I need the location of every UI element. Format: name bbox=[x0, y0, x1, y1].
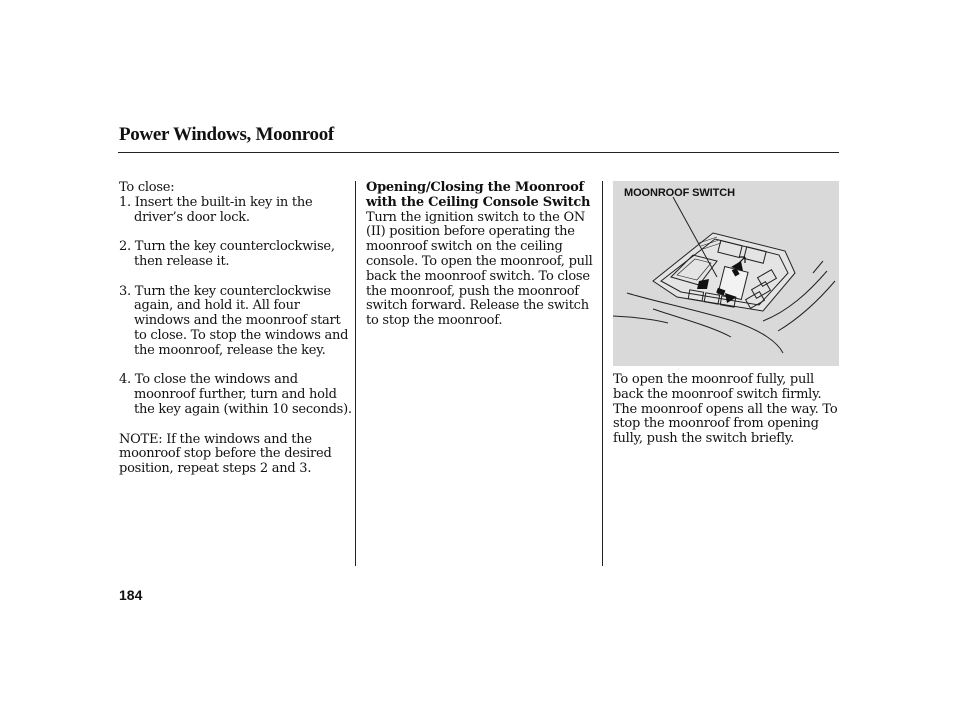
moonroof-switch-figure bbox=[613, 181, 839, 366]
page-title: Power Windows, Moonroof bbox=[119, 124, 334, 145]
title-rule bbox=[118, 152, 839, 153]
step-3: 3. Turn the key counterclockwise again, and hold it. All four windows and the moonroof start to close. To stop the windows and the moonroof, release the key. bbox=[119, 283, 349, 358]
ceiling-console-illustration bbox=[613, 181, 839, 366]
page-number: 184 bbox=[119, 587, 143, 603]
column-divider-2 bbox=[602, 181, 603, 566]
column-divider-1 bbox=[355, 181, 356, 566]
figure-label: MOONROOF SWITCH bbox=[624, 187, 735, 199]
close-intro: To close: bbox=[119, 180, 175, 195]
step-2: 2. Turn the key counterclockwise, then release it. bbox=[119, 239, 335, 269]
section-heading: Opening/Closing the Moonroof with the Ceiling Console Switch bbox=[366, 180, 591, 210]
step-4: 4. To close the windows and moonroof further, turn and hold the key again (within 10 seconds). bbox=[119, 372, 352, 417]
right-body: To open the moonroof fully, pull back the moonroof switch firmly. The moonroof opens all the way. To stop the moonroof from opening fully, push the switch briefly. bbox=[613, 372, 838, 447]
section-body: Turn the ignition switch to the ON (II) position before operating the moonroof switch on the ceiling console. To open the moonroof, pull back the moonroof switch. To close the moonroof, push the moonroof switch forward. Release the switch to stop the moonroof. bbox=[366, 209, 593, 329]
step-1: 1. Insert the built-in key in the driver’s door lock. bbox=[119, 194, 313, 225]
note-paragraph: NOTE: If the windows and the moonroof stop before the desired position, repeat steps 2 and 3. bbox=[119, 431, 332, 477]
middle-column bbox=[366, 181, 598, 329]
right-column bbox=[613, 373, 839, 447]
left-column bbox=[119, 181, 355, 477]
